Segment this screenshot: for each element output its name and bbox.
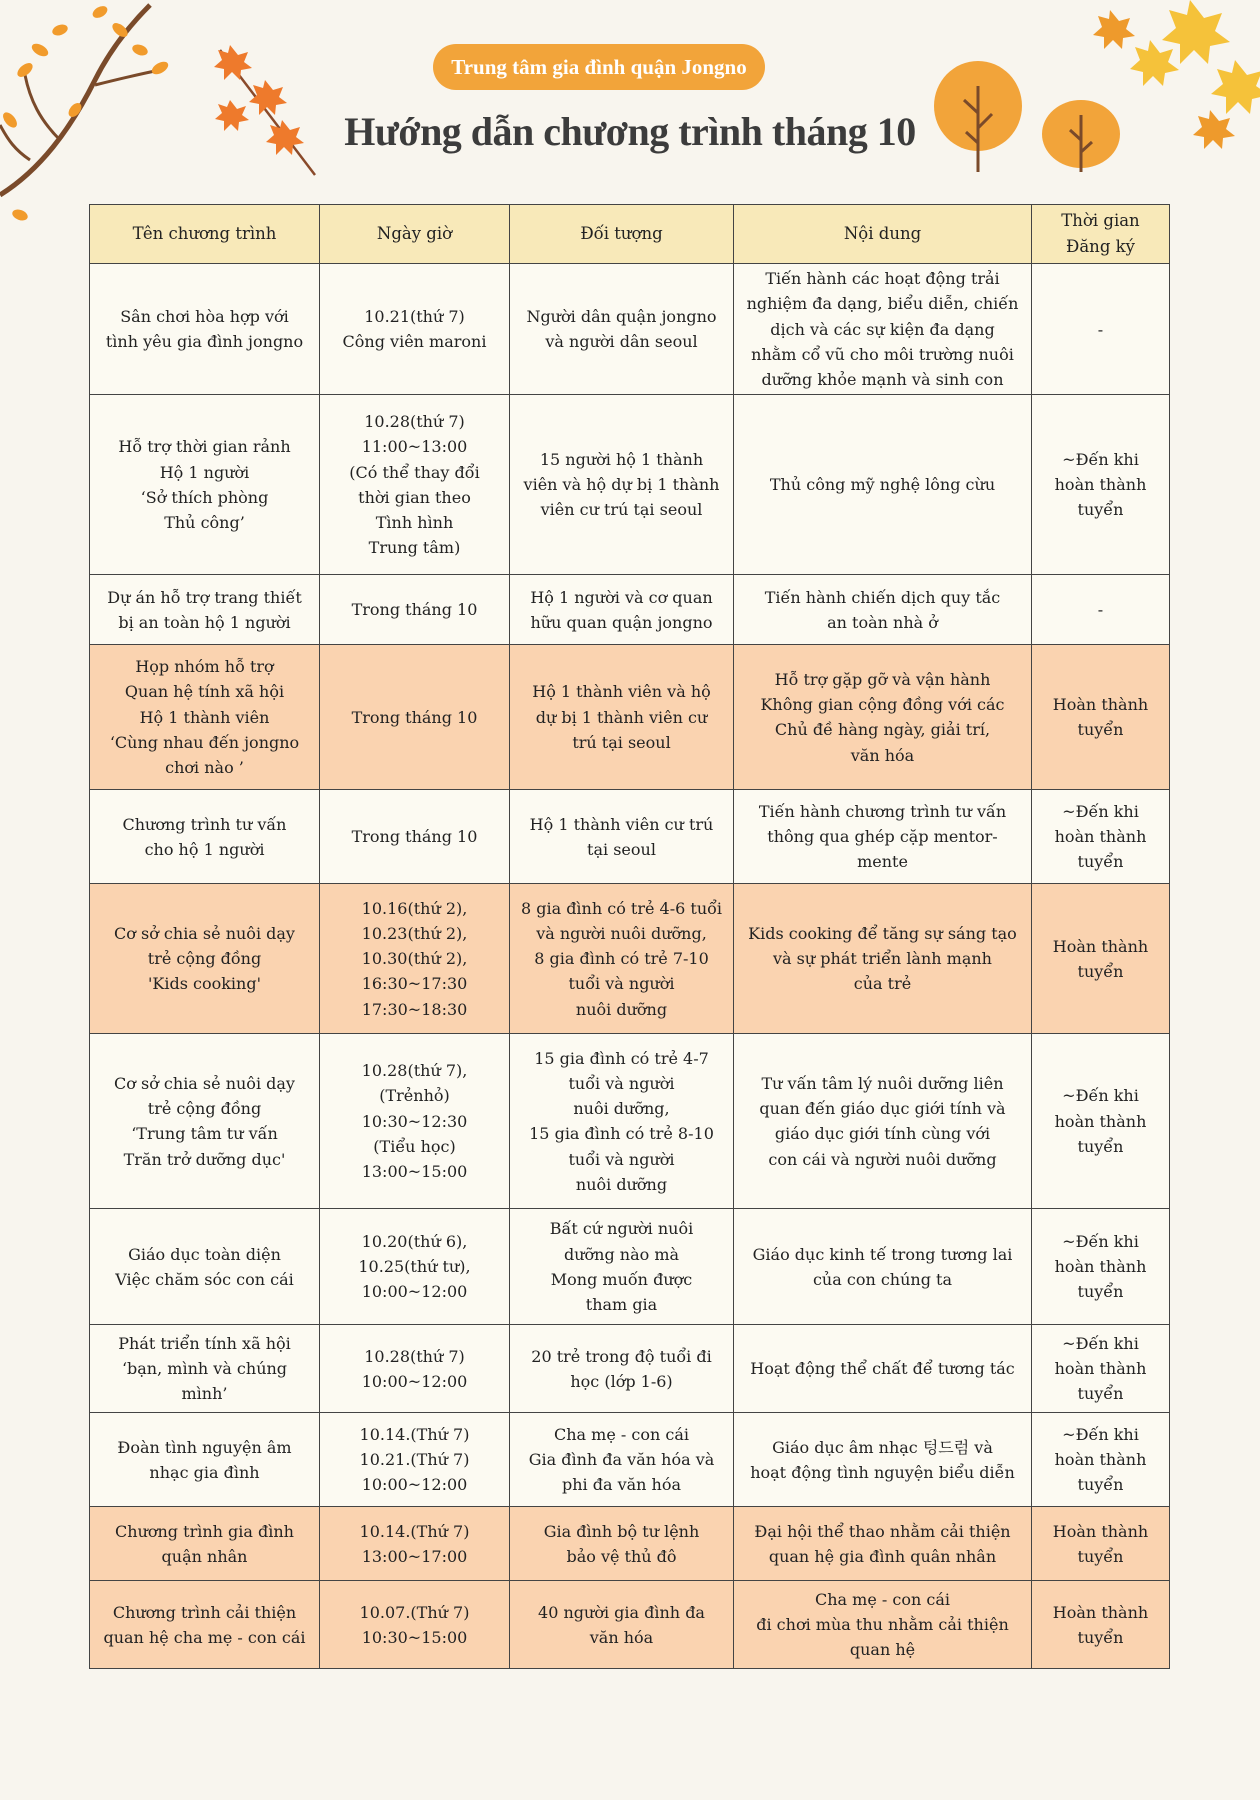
cell-date-time: 10.28(thứ 7) 10:00~12:00 [320,1325,510,1413]
table-row [90,1209,1170,1325]
cell-program-name: Sân chơi hòa hợp với tình yêu gia đình jongno [90,264,320,395]
table-row [90,790,1170,884]
table-row [90,884,1170,1034]
table-header-row [90,205,1170,264]
table-row [90,264,1170,395]
cell-registration: Hoàn thành tuyển [1032,884,1170,1034]
page-title: Hướng dẫn chương trình tháng 10 [344,109,916,154]
cell-target: 8 gia đình có trẻ 4-6 tuổi và người nuôi dưỡng, 8 gia đình có trẻ 7-10 tuổi và người nuôi dưỡng [510,884,734,1034]
table-row [90,1325,1170,1413]
cell-target: Gia đình bộ tư lệnh bảo vệ thủ đô [510,1507,734,1581]
cell-date-time: Trong tháng 10 [320,790,510,884]
cell-date-time: 10.21(thứ 7) Công viên maroni [320,264,510,395]
cell-content: Tiến hành chương trình tư vấn thông qua ghép cặp mentor- mente [734,790,1032,884]
cell-program-name: Chương trình gia đình quận nhân [90,1507,320,1581]
cell-program-name: Đoàn tình nguyện âm nhạc gia đình [90,1413,320,1507]
cell-content: Cha mẹ - con cái đi chơi mùa thu nhằm cải thiện quan hệ [734,1581,1032,1669]
cell-target: 20 trẻ trong độ tuổi đi học (lớp 1-6) [510,1325,734,1413]
autumn-leaves-corner-icon [1070,0,1260,190]
cell-content: Đại hội thể thao nhằm cải thiện quan hệ gia đình quân nhân [734,1507,1032,1581]
table-row [90,1034,1170,1209]
cell-target: 15 người hộ 1 thành viên và hộ dự bị 1 thành viên cư trú tại seoul [510,395,734,575]
cell-program-name: Dự án hỗ trợ trang thiết bị an toàn hộ 1 người [90,575,320,645]
table-row [90,1507,1170,1581]
cell-content: Giáo dục âm nhạc 텅드럼 và hoạt động tình nguyện biểu diễn [734,1413,1032,1507]
cell-registration: - [1032,575,1170,645]
cell-date-time: 10.07.(Thứ 7) 10:30~15:00 [320,1581,510,1669]
cell-registration: Hoàn thành tuyển [1032,1507,1170,1581]
cell-date-time: Trong tháng 10 [320,575,510,645]
cell-content: Tư vấn tâm lý nuôi dưỡng liên quan đến giáo dục giới tính và giáo dục giới tính cùng với con cái và người nuôi dưỡng [734,1034,1032,1209]
cell-program-name: Họp nhóm hỗ trợ Quan hệ tính xã hội Hộ 1 thành viên ‘Cùng nhau đến jongno chơi nào ’ [90,645,320,790]
cell-program-name: Phát triển tính xã hội ‘bạn, mình và chúng mình’ [90,1325,320,1413]
program-schedule-table [89,204,1170,1669]
cell-registration: Hoàn thành tuyển [1032,1581,1170,1669]
cell-registration: ~Đến khi hoàn thành tuyển [1032,1413,1170,1507]
table-row [90,575,1170,645]
table-row [90,395,1170,575]
cell-date-time: 10.20(thứ 6), 10.25(thứ tư), 10:00~12:00 [320,1209,510,1325]
table-row [90,645,1170,790]
cell-content: Kids cooking để tăng sự sáng tạo và sự phát triển lành mạnh của trẻ [734,884,1032,1034]
cell-target: Người dân quận jongno và người dân seoul [510,264,734,395]
cell-target: Bất cứ người nuôi dưỡng nào mà Mong muốn được tham gia [510,1209,734,1325]
cell-content: Hoạt động thể chất để tương tác [734,1325,1032,1413]
cell-date-time: Trong tháng 10 [320,645,510,790]
cell-target: Hộ 1 thành viên và hộ dự bị 1 thành viên cư trú tại seoul [510,645,734,790]
cell-date-time: 10.14.(Thứ 7) 10.21.(Thứ 7) 10:00~12:00 [320,1413,510,1507]
cell-content: Tiến hành chiến dịch quy tắc an toàn nhà ở [734,575,1032,645]
cell-program-name: Chương trình tư vấn cho hộ 1 người [90,790,320,884]
cell-registration: ~Đến khi hoàn thành tuyển [1032,1034,1170,1209]
cell-target: Cha mẹ - con cái Gia đình đa văn hóa và phi đa văn hóa [510,1413,734,1507]
cell-program-name: Chương trình cải thiện quan hệ cha mẹ - con cái [90,1581,320,1669]
branch-left-icon [0,0,180,230]
cell-target: Hộ 1 người và cơ quan hữu quan quận jongno [510,575,734,645]
header-date-time: Ngày giờ [320,205,510,264]
center-name-badge: Trung tâm gia đình quận Jongno [433,44,765,90]
cell-date-time: 10.14.(Thứ 7) 13:00~17:00 [320,1507,510,1581]
cell-program-name: Giáo dục toàn diện Việc chăm sóc con cái [90,1209,320,1325]
cell-date-time: 10.28(thứ 7), (Trẻnhỏ) 10:30~12:30 (Tiểu học) 13:00~15:00 [320,1034,510,1209]
cell-target: Hộ 1 thành viên cư trú tại seoul [510,790,734,884]
cell-program-name: Hỗ trợ thời gian rảnh Hộ 1 người ‘Sở thích phòng Thủ công’ [90,395,320,575]
header-program-name: Tên chương trình [90,205,320,264]
cell-registration: ~Đến khi hoàn thành tuyển [1032,395,1170,575]
header-target: Đối tượng [510,205,734,264]
cell-program-name: Cơ sở chia sẻ nuôi dạy trẻ cộng đồng 'Kids cooking' [90,884,320,1034]
cell-date-time: 10.16(thứ 2), 10.23(thứ 2), 10.30(thứ 2), 16:30~17:30 17:30~18:30 [320,884,510,1034]
cell-date-time: 10.28(thứ 7) 11:00~13:00 (Có thể thay đổi thời gian theo Tình hình Trung tâm) [320,395,510,575]
cell-program-name: Cơ sở chia sẻ nuôi dạy trẻ cộng đồng ‘Trung tâm tư vấn Trăn trở dưỡng dục' [90,1034,320,1209]
cell-content: Thủ công mỹ nghệ lông cừu [734,395,1032,575]
header-registration: Thời gian Đăng ký [1032,205,1170,264]
cell-content: Tiến hành các hoạt động trải nghiệm đa dạng, biểu diễn, chiến dịch và các sự kiện đa dạng nhằm cổ vũ cho môi trường nuôi dưỡng khỏe mạnh và sinh con [734,264,1032,395]
tree-icon [930,58,1026,174]
cell-registration: ~Đến khi hoàn thành tuyển [1032,1209,1170,1325]
cell-target: 40 người gia đình đa văn hóa [510,1581,734,1669]
cell-registration: - [1032,264,1170,395]
table-row [90,1413,1170,1507]
cell-registration: ~Đến khi hoàn thành tuyển [1032,790,1170,884]
cell-registration: ~Đến khi hoàn thành tuyển [1032,1325,1170,1413]
maple-leaf-branch-icon [210,40,320,180]
cell-content: Giáo dục kinh tế trong tương lai của con chúng ta [734,1209,1032,1325]
cell-content: Hỗ trợ gặp gỡ và vận hành Không gian cộng đồng với các Chủ đề hàng ngày, giải trí, văn hóa [734,645,1032,790]
cell-registration: Hoàn thành tuyển [1032,645,1170,790]
table-row [90,1581,1170,1669]
header-content: Nội dung [734,205,1032,264]
cell-target: 15 gia đình có trẻ 4-7 tuổi và người nuôi dưỡng, 15 gia đình có trẻ 8-10 tuổi và người nuôi dưỡng [510,1034,734,1209]
